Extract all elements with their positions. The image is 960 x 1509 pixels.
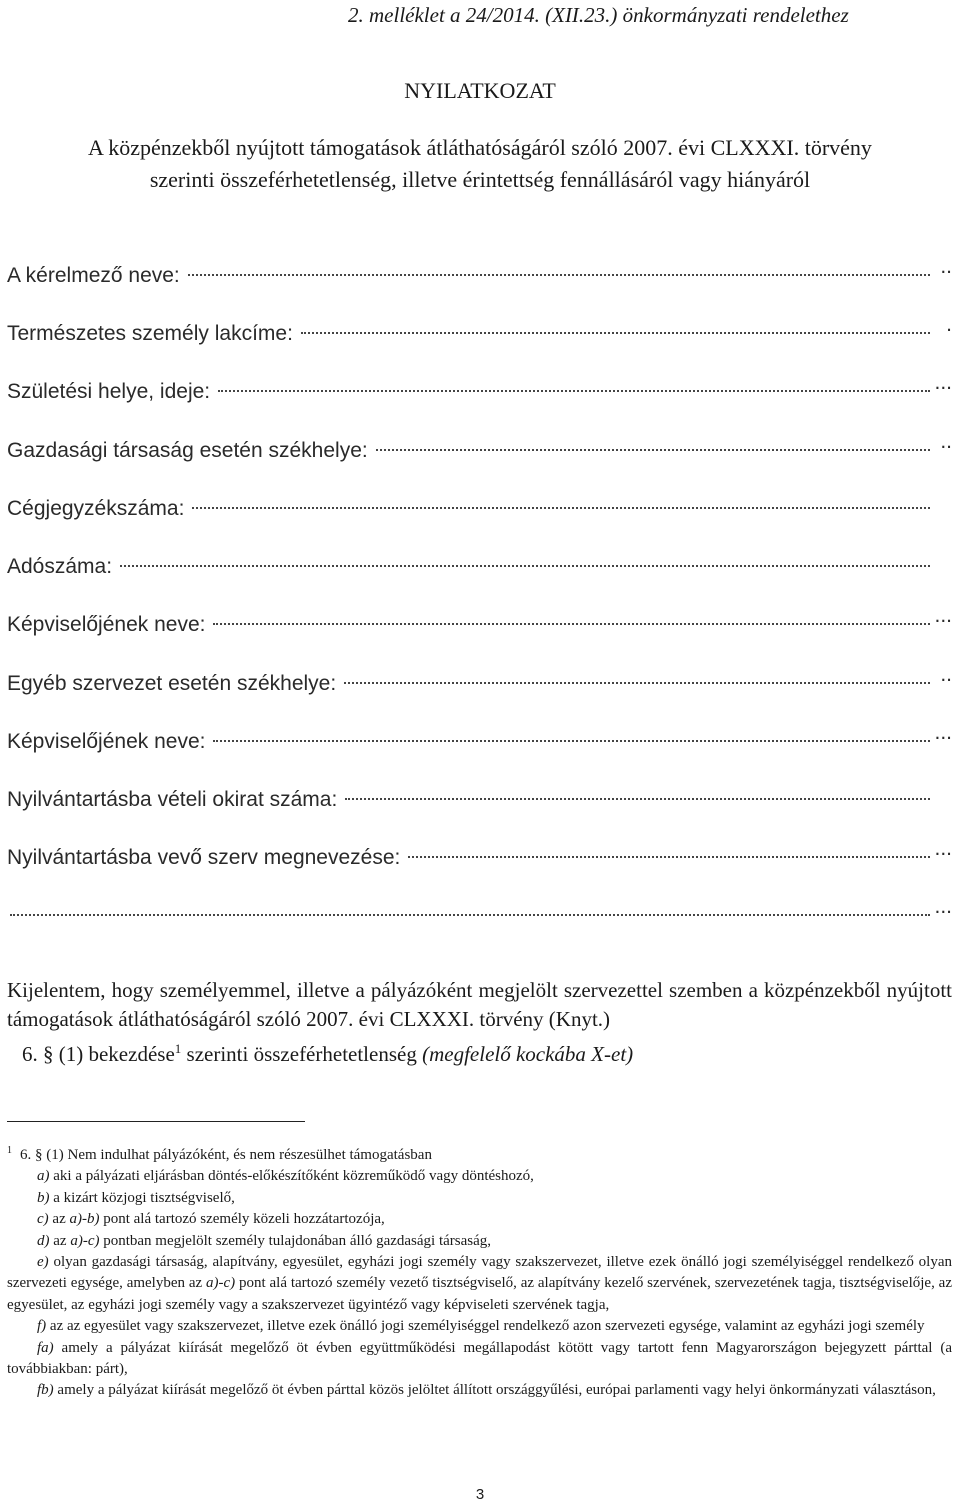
subtitle-line-2: szerinti összeférhetetlenség, illetve érintettség fennállásáról vagy hiányáról xyxy=(149,167,811,192)
footnote-item-f xyxy=(7,1316,952,1337)
field-label: Nyilvántartásba vételi okirat száma: xyxy=(7,788,338,811)
footnote-intro xyxy=(7,1140,952,1166)
footnotes xyxy=(7,1140,952,1402)
declaration-text: Kijelentem, hogy személyemmel, illetve a pályázóként megjelölt szervezettel szemben a közpénzekből nyújtott támogatások átláthatóságáról szóló 2007. évi CLXXXI. törvény (Knyt.) xyxy=(7,978,952,1031)
fill-in-line[interactable] xyxy=(218,368,952,398)
item-text: az az egyesület vagy szakszervezet, illetve ezek önálló jogi személyiséggel rendelkező azon szervezeti egysége, valamint az egyházi jogi személy xyxy=(46,1318,925,1335)
field-tail: .. xyxy=(940,663,952,686)
item-label: e) xyxy=(37,1254,49,1271)
item-ref: a)-c) xyxy=(70,1232,100,1249)
field-tail: .. xyxy=(940,430,952,453)
field-registration-document-number[interactable] xyxy=(7,776,952,811)
declaration-section-ref: 6. § (1) bekezdése xyxy=(22,1042,175,1066)
item-text: aki a pályázati eljárásban döntés-előkészítőként közreműködő vagy döntéshozó, xyxy=(49,1168,534,1185)
footnote-number: 1 xyxy=(7,1145,12,1156)
footnote-item-e xyxy=(7,1252,952,1316)
declaration-instruction: (megfelelő kockába X-et) xyxy=(422,1042,634,1066)
field-tax-number[interactable] xyxy=(7,543,952,578)
field-tail: ... xyxy=(934,837,952,860)
item-ref: a)-c) xyxy=(206,1275,236,1292)
subtitle-line-1: A közpénzekből nyújtott támogatások átláthatóságáról szóló 2007. évi CLXXXI. törvény xyxy=(88,135,872,160)
item-label: fa) xyxy=(37,1339,54,1356)
item-label: b) xyxy=(37,1189,50,1206)
fill-in-line[interactable] xyxy=(213,601,952,631)
item-text: olyan gazdasági társaság, alapítvány, egyesület, egyházi jogi személy vagy szakszervezet, illetve ezek önálló jogi személyiséggel rendelkező olyan szervezeti egysége, amelyben az xyxy=(7,1254,952,1292)
item-text-2: pontban megjelölt személy tulajdonában álló gazdasági társaság, xyxy=(99,1232,492,1249)
page-number: 3 xyxy=(475,1486,485,1503)
item-label: a) xyxy=(37,1168,50,1185)
field-tail: ... xyxy=(934,895,952,918)
footnote-item-fa xyxy=(7,1338,952,1381)
field-company-representative-name[interactable] xyxy=(7,601,952,636)
field-organization-representative-name[interactable] xyxy=(7,718,952,753)
field-registering-authority-continuation[interactable] xyxy=(10,892,952,922)
declaration-last-line xyxy=(7,1034,952,1069)
field-birth-place-date[interactable] xyxy=(7,368,952,403)
field-label: Születési helye, ideje: xyxy=(7,380,211,403)
item-text-2: pont alá tartozó személy vezető tisztségviselő, az alapítvány kezelő szervének, szervezetének tagja, tisztségviselője, az egyesület, az egyházi jogi személy vagy a szakszervezet ügyintéző vagy képviseleti szervének tagja, xyxy=(7,1275,952,1313)
field-label: Természetes személy lakcíme: xyxy=(7,322,293,345)
fill-in-line[interactable] xyxy=(344,660,952,690)
document-title: NYILATKOZAT xyxy=(404,78,556,103)
field-company-registry-number[interactable] xyxy=(7,485,952,520)
footnote-item-a xyxy=(7,1166,952,1187)
field-label: Képviselőjének neve: xyxy=(7,730,206,753)
footnote-item-d xyxy=(7,1231,952,1252)
item-label: f) xyxy=(37,1318,47,1335)
footnote-separator xyxy=(7,1121,305,1122)
fill-in-line[interactable] xyxy=(376,427,952,457)
item-text: amely a pályázat kiírását megelőző öt évben párttal közös jelöltet állított országgyűlési, európai parlamenti vagy helyi önkormányzati választáson, xyxy=(53,1382,936,1399)
declaration-mid-text: szerinti összeférhetetlenség xyxy=(181,1042,423,1066)
field-label: Cégjegyzékszáma: xyxy=(7,497,185,520)
field-label: Egyéb szervezet esetén székhelye: xyxy=(7,672,337,695)
item-text-2: pont alá tartozó személy közeli hozzátartozója, xyxy=(99,1211,385,1228)
fill-in-line[interactable] xyxy=(192,485,952,515)
fill-in-line[interactable] xyxy=(301,310,952,340)
fill-in-line[interactable] xyxy=(345,776,952,806)
field-label: Képviselőjének neve: xyxy=(7,613,206,636)
fill-in-line[interactable] xyxy=(120,543,952,573)
item-ref: a)-b) xyxy=(69,1211,100,1228)
field-company-seat[interactable] xyxy=(7,427,952,462)
fill-in-line[interactable] xyxy=(10,892,952,922)
item-text: a kizárt közjogi tisztségviselő, xyxy=(49,1189,235,1206)
field-label: Adószáma: xyxy=(7,555,113,578)
field-label: Gazdasági társaság esetén székhelye: xyxy=(7,439,368,462)
item-label: d) xyxy=(37,1232,50,1249)
fill-in-line[interactable] xyxy=(213,718,952,748)
field-tail: ... xyxy=(934,604,952,627)
item-text: az xyxy=(48,1211,70,1228)
field-label: Nyilvántartásba vevő szerv megnevezése: xyxy=(7,846,401,869)
item-text: az xyxy=(49,1232,71,1249)
footnote-intro-text: 6. § (1) Nem indulhat pályázóként, és nem részesülhet támogatásban xyxy=(20,1147,432,1163)
annex-header-note: 2. melléklet a 24/2014. (XII.23.) önkormányzati rendelethez xyxy=(348,3,849,27)
item-text: amely a pályázat kiírását megelőző öt évben együttműködési megállapodást kötött vagy tartott fenn Magyarországon bejegyzett párttal (a továbbiakban: párt), xyxy=(7,1339,952,1378)
field-applicant-name[interactable] xyxy=(7,252,952,287)
declaration-paragraph xyxy=(7,976,952,1069)
item-label: c) xyxy=(37,1211,49,1228)
footnote-reference[interactable]: 1 xyxy=(174,1041,182,1056)
footnote-item-fb xyxy=(7,1380,952,1401)
item-label: fb) xyxy=(37,1382,54,1399)
field-natural-person-address[interactable] xyxy=(7,310,952,345)
field-tail: ... xyxy=(934,371,952,394)
fill-in-line[interactable] xyxy=(408,834,952,864)
footnote-item-c xyxy=(7,1209,952,1230)
field-other-organization-seat[interactable] xyxy=(7,660,952,695)
fill-in-line[interactable] xyxy=(188,252,952,282)
field-tail: .. xyxy=(940,255,952,278)
footnote-item-b xyxy=(7,1188,952,1209)
document-subtitle xyxy=(0,132,960,196)
field-tail: ... xyxy=(934,721,952,744)
field-label: A kérelmező neve: xyxy=(7,264,180,287)
field-registering-authority-name[interactable] xyxy=(7,834,952,869)
field-tail: . xyxy=(946,313,952,336)
